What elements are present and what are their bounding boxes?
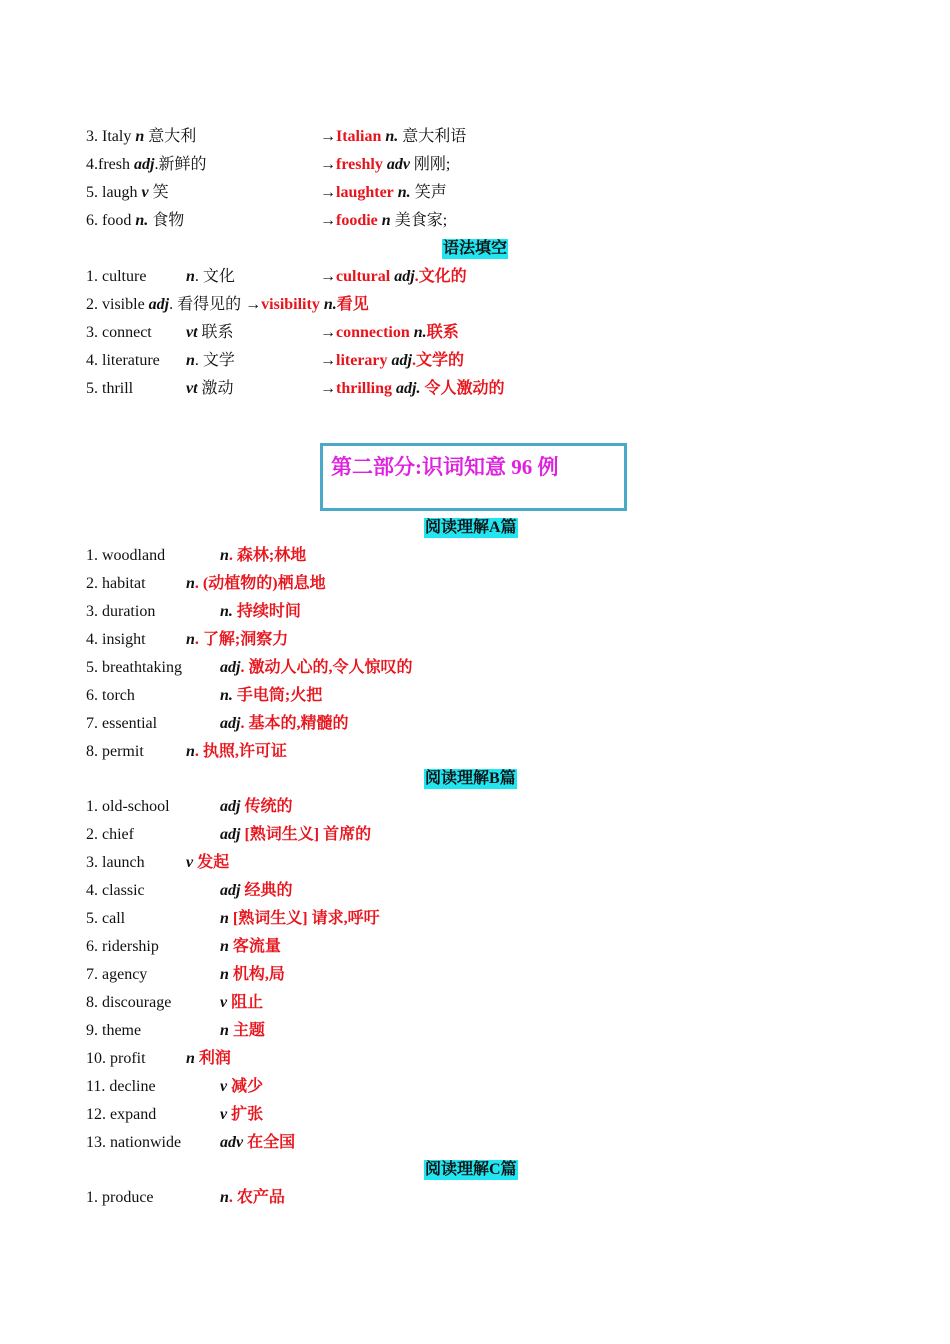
part-of-speech: n.	[135, 212, 149, 229]
derived-meaning: 笑声	[414, 184, 447, 201]
item-number: 5.	[86, 380, 98, 397]
item-number: 8.	[86, 994, 98, 1011]
meaning: 发起	[197, 854, 230, 871]
meaning: 经典的	[244, 882, 293, 899]
part-of-speech: n	[186, 268, 195, 285]
meaning: . 看得见的	[169, 296, 242, 313]
vocab-word: culture	[102, 268, 147, 285]
grammar-row	[0, 263, 950, 291]
part-of-speech: n	[220, 910, 229, 927]
part-of-speech: n	[135, 128, 145, 145]
arrow-icon: →	[320, 380, 336, 397]
item-number: 4.	[86, 156, 98, 173]
derived-meaning: 看见	[336, 296, 369, 313]
meaning: [熟词生义] 请求,呼吁	[232, 910, 380, 927]
arrow-icon: →	[320, 184, 336, 201]
part-of-speech: adj	[220, 798, 241, 815]
section-c-row	[0, 1184, 950, 1212]
arrow-icon: →	[245, 296, 262, 313]
vocab-word: torch	[102, 687, 135, 704]
part-title-box	[320, 443, 627, 511]
meaning: 笑	[152, 184, 169, 201]
derived-pos: n.	[413, 324, 427, 341]
section-a-row	[0, 738, 950, 766]
vocab-word: launch	[102, 854, 145, 871]
section-a-row	[0, 570, 950, 598]
meaning: . 农产品	[228, 1189, 285, 1206]
vocab-word: discourage	[102, 994, 172, 1011]
item-number: 2.	[86, 296, 98, 313]
part-of-speech: vt	[186, 324, 198, 341]
item-number: 3.	[86, 603, 98, 620]
vocab-word: old-school	[102, 798, 170, 815]
section-b-heading	[424, 769, 517, 789]
vocab-word: classic	[102, 882, 145, 899]
vocab-word: connect	[102, 324, 152, 341]
vocab-word: essential	[102, 715, 158, 732]
heading-text: 阅读理解	[425, 770, 490, 787]
part-of-speech: adj	[220, 659, 241, 676]
derived-pos: n.	[323, 296, 337, 313]
section-b-row	[0, 877, 950, 905]
derived-word: connection	[336, 324, 410, 341]
derivation-row	[0, 207, 950, 235]
part-of-speech: adj	[133, 156, 155, 173]
derived-word: Italian	[336, 128, 382, 145]
section-b-row	[0, 1073, 950, 1101]
derived-meaning: 意大利语	[402, 128, 467, 145]
item-number: 2.	[86, 826, 98, 843]
vocab-word: woodland	[102, 547, 166, 564]
meaning: . 森林;林地	[228, 547, 307, 564]
part-of-speech: n	[220, 1022, 229, 1039]
section-b-row	[0, 1017, 950, 1045]
derivation-row	[0, 179, 950, 207]
vocab-word: ridership	[102, 938, 159, 955]
item-number: 6.	[86, 212, 98, 229]
grammar-heading: 语法填空	[443, 240, 508, 257]
meaning: . 文化	[194, 268, 235, 285]
part-of-speech: v	[220, 1078, 228, 1095]
item-number: 13.	[86, 1134, 106, 1151]
derived-word: freshly	[336, 156, 383, 173]
vocab-word: decline	[109, 1078, 156, 1095]
part-of-speech: n	[220, 938, 229, 955]
section-a-row	[0, 598, 950, 626]
meaning: . 文学	[194, 352, 235, 369]
meaning: . 激动人心的,令人惊叹的	[240, 659, 413, 676]
section-b-row	[0, 849, 950, 877]
section-a-row	[0, 626, 950, 654]
derived-pos: adj.	[396, 380, 421, 397]
derived-meaning: .文化的	[414, 268, 467, 285]
part-of-speech: adv	[220, 1134, 244, 1151]
vocab-word: Italy	[102, 128, 132, 145]
derived-meaning: 联系	[426, 324, 459, 341]
part-of-speech: n	[220, 1189, 229, 1206]
vocab-word: thrill	[102, 380, 134, 397]
meaning: [熟词生义] 首席的	[244, 826, 372, 843]
part-of-speech: n	[220, 547, 229, 564]
part-of-speech: v	[220, 994, 228, 1011]
meaning: 减少	[231, 1078, 264, 1095]
derived-word: laughter	[336, 184, 394, 201]
part-of-speech: n	[220, 966, 229, 983]
meaning: . (动植物的)栖息地	[194, 575, 326, 592]
vocab-word: expand	[110, 1106, 157, 1123]
meaning: 扩张	[231, 1106, 264, 1123]
vocab-word: visible	[102, 296, 145, 313]
vocab-word: permit	[102, 743, 144, 760]
vocab-word: fresh	[98, 156, 130, 173]
heading-letter: B	[489, 770, 500, 787]
item-number: 1.	[86, 798, 98, 815]
derived-meaning: 令人激动的	[424, 380, 505, 397]
heading-suffix: 篇	[499, 770, 516, 787]
vocab-word: nationwide	[110, 1134, 182, 1151]
meaning: 食物	[152, 212, 185, 229]
derived-pos: adv	[386, 156, 410, 173]
arrow-icon: →	[320, 156, 336, 173]
meaning: 持续时间	[236, 603, 301, 620]
vocab-word: insight	[102, 631, 146, 648]
section-b-row	[0, 989, 950, 1017]
derived-pos: n.	[397, 184, 411, 201]
arrow-icon: →	[320, 128, 336, 145]
arrow-icon: →	[320, 212, 336, 229]
heading-text: 阅读理解	[425, 1161, 490, 1178]
vocab-word: literature	[102, 352, 160, 369]
section-a-row	[0, 682, 950, 710]
part-of-speech: n	[186, 352, 195, 369]
section-b-row	[0, 933, 950, 961]
arrow-icon: →	[320, 352, 336, 369]
section-b-row	[0, 821, 950, 849]
derived-pos: adj	[391, 352, 412, 369]
section-b-row	[0, 1129, 950, 1157]
part-of-speech: n	[186, 631, 195, 648]
vocab-word: chief	[102, 826, 134, 843]
heading-text: 阅读理解	[425, 519, 490, 536]
derived-pos: n.	[385, 128, 399, 145]
heading-letter: A	[489, 519, 501, 536]
heading-letter: C	[489, 1161, 501, 1178]
meaning: 阻止	[231, 994, 264, 1011]
item-number: 6.	[86, 938, 98, 955]
vocab-word: breathtaking	[102, 659, 182, 676]
item-number: 5.	[86, 910, 98, 927]
item-number: 1.	[86, 1189, 98, 1206]
section-a-row	[0, 710, 950, 738]
meaning: 意大利	[148, 128, 197, 145]
vocab-word: duration	[102, 603, 156, 620]
part-of-speech: v	[186, 854, 194, 871]
derived-pos: n	[381, 212, 391, 229]
heading-suffix: 篇	[500, 1161, 517, 1178]
derivation-row	[0, 151, 950, 179]
section-a-heading	[424, 518, 518, 538]
part-of-speech: adj	[220, 715, 241, 732]
meaning: . 执照,许可证	[194, 743, 287, 760]
section-b-row	[0, 961, 950, 989]
section-c-heading	[424, 1160, 518, 1180]
derived-pos: adj	[394, 268, 415, 285]
arrow-icon: →	[320, 324, 336, 341]
meaning: . 了解;洞察力	[194, 631, 289, 648]
meaning: . 基本的,精髓的	[240, 715, 349, 732]
vocab-word: profit	[110, 1050, 146, 1067]
vocab-word: laugh	[102, 184, 138, 201]
section-a-row	[0, 654, 950, 682]
vocab-word: habitat	[102, 575, 146, 592]
part-of-speech: adj	[148, 296, 170, 313]
item-number: 3.	[86, 854, 98, 871]
item-number: 3.	[86, 128, 98, 145]
item-number: 3.	[86, 324, 98, 341]
part-of-speech: v	[141, 184, 149, 201]
item-number: 7.	[86, 715, 98, 732]
meaning: 手电筒;火把	[236, 687, 323, 704]
grammar-row	[0, 375, 950, 403]
item-number: 4.	[86, 631, 98, 648]
part-of-speech: adj	[220, 882, 241, 899]
derived-word: thrilling	[336, 380, 393, 397]
section-b-row	[0, 1045, 950, 1073]
part-title: 第二部分:识词知意 96 例	[331, 455, 559, 479]
grammar-row	[0, 347, 950, 375]
part-of-speech: n	[186, 575, 195, 592]
item-number: 9.	[86, 1022, 98, 1039]
item-number: 5.	[86, 659, 98, 676]
derived-word: foodie	[336, 212, 378, 229]
vocab-word: theme	[102, 1022, 142, 1039]
meaning: 客流量	[232, 938, 281, 955]
meaning: 主题	[232, 1022, 265, 1039]
item-number: 12.	[86, 1106, 106, 1123]
vocab-word: produce	[102, 1189, 154, 1206]
item-number: 4.	[86, 882, 98, 899]
derived-meaning: 刚刚;	[413, 156, 451, 173]
derived-word: literary	[336, 352, 388, 369]
derived-meaning: 美食家;	[394, 212, 448, 229]
item-number: 6.	[86, 687, 98, 704]
item-number: 4.	[86, 352, 98, 369]
vocab-word: food	[102, 212, 132, 229]
section-b-row	[0, 793, 950, 821]
meaning: 机构,局	[232, 966, 285, 983]
derivation-row	[0, 123, 950, 151]
item-number: 5.	[86, 184, 98, 201]
item-number: 1.	[86, 547, 98, 564]
item-number: 11.	[86, 1078, 106, 1095]
item-number: 8.	[86, 743, 98, 760]
derived-word: cultural	[336, 268, 391, 285]
meaning: 联系	[201, 324, 234, 341]
meaning: 在全国	[247, 1134, 296, 1151]
vocab-word: agency	[102, 966, 148, 983]
item-number: 1.	[86, 268, 98, 285]
part-of-speech: vt	[186, 380, 198, 397]
part-of-speech: n.	[220, 603, 233, 620]
grammar-row	[0, 291, 950, 319]
meaning: 利润	[198, 1050, 231, 1067]
item-number: 10.	[86, 1050, 106, 1067]
meaning: 激动	[201, 380, 234, 397]
derived-meaning: .文学的	[411, 352, 464, 369]
part-of-speech: n	[186, 1050, 195, 1067]
section-b-row	[0, 905, 950, 933]
part-of-speech: n.	[220, 687, 233, 704]
heading-suffix: 篇	[500, 519, 517, 536]
part-of-speech: n	[186, 743, 195, 760]
meaning: 传统的	[244, 798, 293, 815]
arrow-icon: →	[320, 268, 336, 285]
item-number: 2.	[86, 575, 98, 592]
meaning: .新鲜的	[154, 156, 207, 173]
section-a-row	[0, 542, 950, 570]
vocab-word: call	[102, 910, 126, 927]
item-number: 7.	[86, 966, 98, 983]
part-of-speech: v	[220, 1106, 228, 1123]
grammar-row	[0, 319, 950, 347]
derived-word: visibility	[261, 296, 320, 313]
section-b-row	[0, 1101, 950, 1129]
part-of-speech: adj	[220, 826, 241, 843]
